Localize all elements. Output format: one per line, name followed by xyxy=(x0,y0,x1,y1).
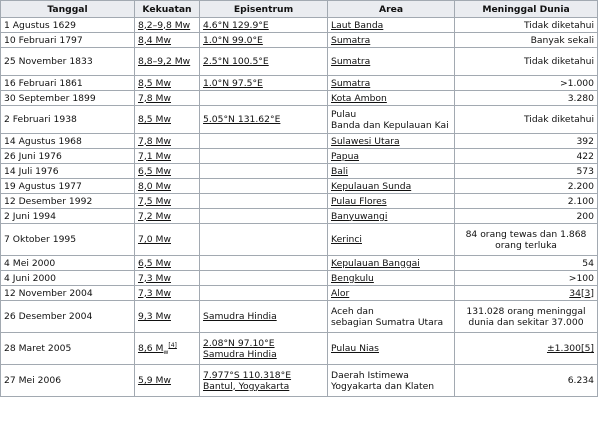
table-row xyxy=(1,271,598,286)
header-meninggal: Meninggal Dunia xyxy=(455,1,598,18)
meninggal-text: 3.280 xyxy=(567,92,594,104)
cell-episentrum xyxy=(200,333,328,365)
cell-area xyxy=(328,301,455,333)
cell-kekuatan xyxy=(135,256,200,271)
cell-kekuatan xyxy=(135,194,200,209)
cell-kekuatan xyxy=(135,33,200,48)
kekuatan-link[interactable]: 7,8 Mw xyxy=(138,92,171,104)
table-row xyxy=(1,164,598,179)
header-episentrum: Episentrum xyxy=(200,1,328,18)
table-row xyxy=(1,18,598,33)
tanggal-text: 2 Februari 1938 xyxy=(4,114,77,125)
area-link[interactable]: Papua xyxy=(331,150,360,162)
cell-episentrum xyxy=(200,224,328,256)
area-link[interactable]: Kepulauan Banggai xyxy=(331,257,420,269)
cell-episentrum xyxy=(200,76,328,91)
cell-tanggal xyxy=(1,301,135,333)
cell-episentrum xyxy=(200,106,328,134)
table-row xyxy=(1,134,598,149)
kekuatan-link[interactable]: 8,5 Mw xyxy=(138,114,171,125)
tanggal-text: 28 Maret 2005 xyxy=(4,343,72,354)
tanggal-text: 4 Juni 2000 xyxy=(4,272,56,284)
cell-tanggal xyxy=(1,91,135,106)
area-link[interactable]: Laut Banda xyxy=(331,19,384,31)
cell-meninggal xyxy=(455,179,598,194)
area-text: Banda dan Kepulauan Kai xyxy=(331,119,449,131)
kekuatan-link[interactable]: 5,9 Mw xyxy=(138,375,171,386)
meninggal-text: Banyak sekali xyxy=(530,34,594,46)
cell-area xyxy=(328,91,455,106)
cell-area xyxy=(328,179,455,194)
cell-kekuatan xyxy=(135,179,200,194)
kekuatan-link[interactable]: 7,2 Mw xyxy=(138,210,171,222)
table-row xyxy=(1,106,598,134)
table-row xyxy=(1,301,598,333)
cell-meninggal xyxy=(455,286,598,301)
cell-episentrum xyxy=(200,134,328,149)
cell-tanggal xyxy=(1,33,135,48)
meninggal-text: 573 xyxy=(576,165,594,177)
cell-area xyxy=(328,271,455,286)
kekuatan-subscript: w xyxy=(163,348,169,356)
cell-kekuatan xyxy=(135,91,200,106)
cell-tanggal xyxy=(1,365,135,397)
table-row xyxy=(1,76,598,91)
kekuatan-link[interactable]: 6,5 Mw xyxy=(138,257,171,269)
cell-kekuatan xyxy=(135,286,200,301)
cell-kekuatan xyxy=(135,224,200,256)
kekuatan-link[interactable]: 7,3 Mw xyxy=(138,287,171,299)
cell-area xyxy=(328,365,455,397)
kekuatan-link[interactable]: 7,5 Mw xyxy=(138,195,171,207)
cell-kekuatan xyxy=(135,18,200,33)
meninggal-text: 200 xyxy=(576,210,594,222)
cell-area xyxy=(328,256,455,271)
cell-meninggal xyxy=(455,106,598,134)
tanggal-text: 26 Desember 2004 xyxy=(4,311,93,322)
meninggal-text: orang terluka xyxy=(495,239,557,251)
cell-kekuatan xyxy=(135,76,200,91)
cell-meninggal xyxy=(455,48,598,76)
cell-area xyxy=(328,33,455,48)
table-row xyxy=(1,194,598,209)
area-text: Pulau xyxy=(331,108,357,120)
episentrum-link[interactable]: 5.05°N 131.62°E xyxy=(203,114,281,125)
cell-area xyxy=(328,224,455,256)
cell-kekuatan xyxy=(135,209,200,224)
tanggal-text: 16 Februari 1861 xyxy=(4,77,83,89)
meninggal-text: 131.028 orang meninggal xyxy=(466,305,586,317)
area-link[interactable]: Kerinci xyxy=(331,234,362,245)
area-text: sebagian Sumatra Utara xyxy=(331,316,444,328)
table-body xyxy=(1,18,598,397)
header-kekuatan: Kekuatan xyxy=(135,1,200,18)
cell-area xyxy=(328,286,455,301)
tanggal-text: 2 Juni 1994 xyxy=(4,210,56,222)
meninggal-link[interactable]: 34[3] xyxy=(569,287,594,299)
cell-meninggal xyxy=(455,91,598,106)
cell-area xyxy=(328,48,455,76)
cell-tanggal xyxy=(1,286,135,301)
area-text: Aceh dan xyxy=(331,305,374,317)
table-row xyxy=(1,179,598,194)
tanggal-text: 30 September 1899 xyxy=(4,92,96,104)
kekuatan-link[interactable]: 8,0 Mw xyxy=(138,180,171,192)
header-row xyxy=(1,1,598,18)
area-text: Yogyakarta dan Klaten xyxy=(331,380,435,392)
kekuatan-link[interactable]: 8,5 Mw xyxy=(138,77,171,89)
cell-episentrum xyxy=(200,18,328,33)
tanggal-text: 19 Agustus 1977 xyxy=(4,180,82,192)
header-area: Area xyxy=(328,1,455,18)
table-row xyxy=(1,365,598,397)
area-link[interactable]: Bali xyxy=(331,165,349,177)
area-link[interactable]: Kepulauan Sunda xyxy=(331,180,412,192)
kekuatan-link[interactable]: 7,0 Mw xyxy=(138,234,171,245)
cell-kekuatan xyxy=(135,48,200,76)
cell-tanggal xyxy=(1,271,135,286)
cell-tanggal xyxy=(1,149,135,164)
table-row xyxy=(1,91,598,106)
episentrum-link[interactable]: Samudra Hindia xyxy=(203,311,277,322)
episentrum-link[interactable]: Bantul, Yogyakarta xyxy=(203,380,290,392)
cell-meninggal xyxy=(455,164,598,179)
cell-meninggal xyxy=(455,18,598,33)
cell-kekuatan xyxy=(135,333,200,365)
cell-meninggal xyxy=(455,256,598,271)
cell-area xyxy=(328,333,455,365)
cell-area xyxy=(328,194,455,209)
cell-area xyxy=(328,209,455,224)
meninggal-text: 2.200 xyxy=(567,180,594,192)
kekuatan-link[interactable]: 7,3 Mw xyxy=(138,272,171,284)
table-row xyxy=(1,333,598,365)
table-row xyxy=(1,224,598,256)
tanggal-text: 12 Desember 1992 xyxy=(4,195,93,207)
tanggal-text: 1 Agustus 1629 xyxy=(4,19,77,31)
cell-episentrum xyxy=(200,149,328,164)
table-row xyxy=(1,48,598,76)
table-row xyxy=(1,209,598,224)
tanggal-text: 14 Agustus 1968 xyxy=(4,135,82,147)
cell-episentrum xyxy=(200,91,328,106)
cell-kekuatan xyxy=(135,149,200,164)
meninggal-text: 2.100 xyxy=(567,195,594,207)
episentrum-link[interactable]: 4.6°N 129.9°E xyxy=(203,19,269,31)
cell-area xyxy=(328,18,455,33)
cell-meninggal xyxy=(455,301,598,333)
episentrum-link[interactable]: 2.08°N 97.10°E xyxy=(203,337,275,349)
kekuatan-link[interactable]: 7,1 Mw xyxy=(138,150,171,162)
tanggal-text: 26 Juni 1976 xyxy=(4,150,62,162)
cell-episentrum xyxy=(200,164,328,179)
cell-kekuatan xyxy=(135,164,200,179)
area-link[interactable]: Sumatra xyxy=(331,56,371,67)
cell-tanggal xyxy=(1,18,135,33)
episentrum-link[interactable]: 2.5°N 100.5°E xyxy=(203,56,269,67)
cell-episentrum xyxy=(200,33,328,48)
area-text: Daerah Istimewa xyxy=(331,369,409,381)
meninggal-text: 54 xyxy=(582,257,594,269)
area-link[interactable]: Bengkulu xyxy=(331,272,374,284)
episentrum-link[interactable]: 1.0°N 97.5°E xyxy=(203,77,263,89)
cell-meninggal xyxy=(455,365,598,397)
area-link[interactable]: Kota Ambon xyxy=(331,92,387,104)
table-row xyxy=(1,33,598,48)
kekuatan-link[interactable]: 8,6 M xyxy=(138,343,164,354)
cell-meninggal xyxy=(455,76,598,91)
cell-kekuatan xyxy=(135,106,200,134)
cell-kekuatan xyxy=(135,365,200,397)
cell-episentrum xyxy=(200,209,328,224)
episentrum-link[interactable]: Samudra Hindia xyxy=(203,348,277,360)
cell-episentrum xyxy=(200,365,328,397)
cell-meninggal xyxy=(455,333,598,365)
cell-tanggal xyxy=(1,194,135,209)
meninggal-text: 6.234 xyxy=(567,375,594,386)
meninggal-text: >100 xyxy=(568,272,594,284)
tanggal-text: 25 November 1833 xyxy=(4,56,93,67)
cell-area xyxy=(328,164,455,179)
cell-tanggal xyxy=(1,76,135,91)
table-row xyxy=(1,286,598,301)
meninggal-text: 422 xyxy=(576,150,594,162)
cell-meninggal xyxy=(455,33,598,48)
area-link[interactable]: Sumatra xyxy=(331,77,371,89)
meninggal-text: Tidak diketahui xyxy=(523,56,594,67)
episentrum-link[interactable]: 1.0°N 99.0°E xyxy=(203,34,263,46)
cell-kekuatan xyxy=(135,134,200,149)
cell-meninggal xyxy=(455,224,598,256)
tanggal-text: 10 Februari 1797 xyxy=(4,34,83,46)
header-tanggal: Tanggal xyxy=(1,1,135,18)
cell-tanggal xyxy=(1,256,135,271)
cell-episentrum xyxy=(200,48,328,76)
cell-episentrum xyxy=(200,271,328,286)
kekuatan-link[interactable]: 6,5 Mw xyxy=(138,165,171,177)
cell-episentrum xyxy=(200,301,328,333)
tanggal-text: 7 Oktober 1995 xyxy=(4,234,77,245)
cell-area xyxy=(328,106,455,134)
cell-meninggal xyxy=(455,149,598,164)
kekuatan-link[interactable]: 9,3 Mw xyxy=(138,311,171,322)
meninggal-text: Tidak diketahui xyxy=(523,114,594,125)
episentrum-link[interactable]: 7.977°S 110.318°E xyxy=(203,369,292,381)
table-row xyxy=(1,256,598,271)
tanggal-text: 27 Mei 2006 xyxy=(4,375,62,386)
area-link[interactable]: Alor xyxy=(331,287,350,299)
cell-tanggal xyxy=(1,224,135,256)
cell-episentrum xyxy=(200,256,328,271)
cell-tanggal xyxy=(1,48,135,76)
cell-tanggal xyxy=(1,106,135,134)
cell-area xyxy=(328,134,455,149)
area-link[interactable]: Pulau Flores xyxy=(331,195,387,207)
area-link[interactable]: Banyuwangi xyxy=(331,210,388,222)
cell-episentrum xyxy=(200,286,328,301)
meninggal-text: 84 orang tewas dan 1.868 xyxy=(465,228,587,240)
cell-meninggal xyxy=(455,134,598,149)
cell-kekuatan xyxy=(135,271,200,286)
area-link[interactable]: Sumatra xyxy=(331,34,371,46)
cell-episentrum xyxy=(200,179,328,194)
cell-area xyxy=(328,149,455,164)
meninggal-text: Tidak diketahui xyxy=(523,19,594,31)
cell-episentrum xyxy=(200,194,328,209)
kekuatan-link[interactable]: 8,2–9,8 Mw xyxy=(138,19,191,31)
meninggal-text: dunia dan sekitar 37.000 xyxy=(468,316,584,328)
area-link[interactable]: Pulau Nias xyxy=(331,343,379,354)
cell-meninggal xyxy=(455,271,598,286)
meninggal-text: >1.000 xyxy=(559,77,594,89)
kekuatan-link[interactable]: 8,4 Mw xyxy=(138,34,171,46)
cell-tanggal xyxy=(1,164,135,179)
cell-tanggal xyxy=(1,179,135,194)
cell-tanggal xyxy=(1,134,135,149)
tanggal-text: 12 November 2004 xyxy=(4,287,93,299)
meninggal-text: 392 xyxy=(576,135,594,147)
area-link[interactable]: Sulawesi Utara xyxy=(331,135,400,147)
meninggal-link[interactable]: ±1.300[5] xyxy=(546,343,594,354)
kekuatan-link[interactable]: 8,8–9,2 Mw xyxy=(138,56,191,67)
reference-link[interactable]: [4] xyxy=(168,341,177,349)
cell-area xyxy=(328,76,455,91)
cell-kekuatan xyxy=(135,301,200,333)
cell-meninggal xyxy=(455,194,598,209)
table-row xyxy=(1,149,598,164)
kekuatan-link[interactable]: 7,8 Mw xyxy=(138,135,171,147)
tanggal-text: 14 Juli 1976 xyxy=(4,165,59,177)
cell-tanggal xyxy=(1,333,135,365)
tanggal-text: 4 Mei 2000 xyxy=(4,257,56,269)
cell-meninggal xyxy=(455,209,598,224)
cell-tanggal xyxy=(1,209,135,224)
